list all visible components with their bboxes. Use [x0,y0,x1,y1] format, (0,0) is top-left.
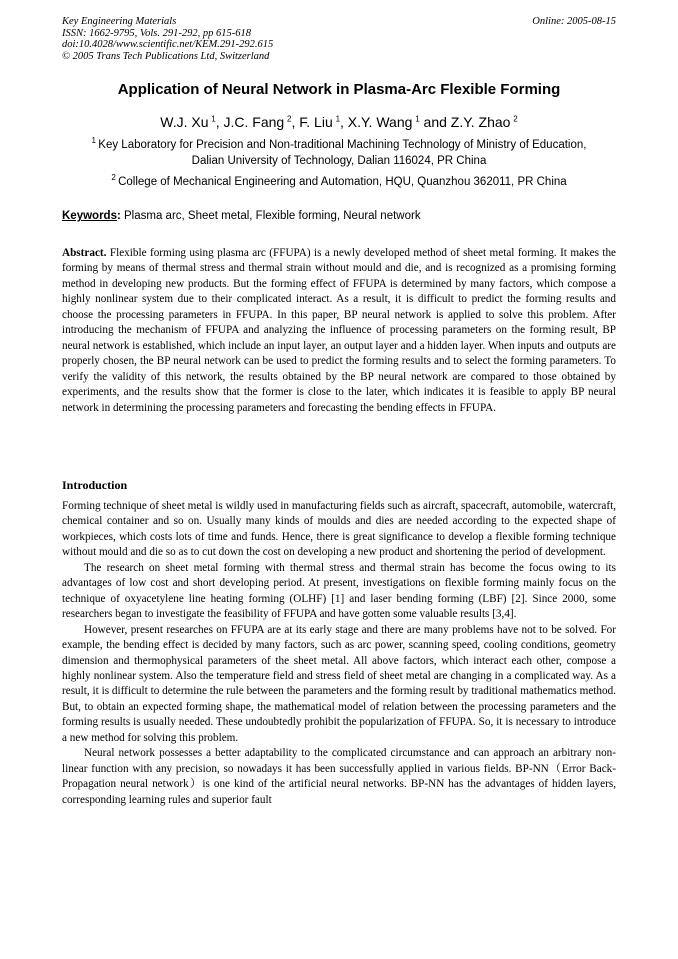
paragraph: However, present researches on FFUPA are at its early stage and there are many problems have not to be solved. For example, the bending effect is decided by many factors, such as arc power, scanning speed, cooling conditions, geometry dimension and thermophysical parameters of the sheet metal. All above factors, which interact each other, compose a highly nonlinear system. Also the temperature field and stress field of sheet metal are changing in a complicated way. As a result, it is difficult to determine the rule between the parameters and the forming result by traditional mathematics method. But, to obtain an expected forming shape, the mathematical model of relation between the processing parameters and the forming results is usually needed. These undoubtedly prohibit the popularization of FFUPA. So, it is necessary to introduce a new method for solving this problem. [62,623,616,744]
affiliation-1 [62,138,616,169]
abstract-label: Abstract. [62,247,107,259]
introduction-heading: Introduction [62,478,128,492]
author-name: F. Liu [299,114,333,130]
author-affiliation-mark: 2 [513,114,518,124]
author-affiliation-mark: 2 [287,114,292,124]
journal-doi: doi:10.4028/www.scientific.net/KEM.291-292.615 [62,39,274,50]
paragraph: Forming technique of sheet metal is wildly used in manufacturing fields such as aircraft, spacecraft, automobile, watercraft, chemical container and so on. Usually many kinds of moulds and dies are needed according to the expected shape of workpieces, which costs lots of time and funds. Hence, there is great significance to develop a flexible forming technique without mould and die so as to cut down the cost on developing a new product and shortening the period of development. [62,500,616,559]
affiliation-line: Dalian University of Technology, Dalian 116024, PR China [191,154,487,167]
paper-title: Application of Neural Network in Plasma-Arc Flexible Forming [117,81,561,98]
abstract-text: Flexible forming using plasma arc (FFUPA) is a newly developed method of sheet metal forming. It makes the forming by means of thermal stress and thermal strain without mould and die, and is recognized as a promising forming method in developing new products. But the forming effect of FFUPA is determined by many factors, which compose a highly nonlinear system due to their complicated interact. As a result, it is difficult to predict the forming results and choose the processing parameters in FFUPA. In this paper, BP neural network is applied to solve this problem. After introducing the mechanism of FFUPA and analyzing the influence of processing parameters on the forming result, BP neural network is established, which include an input layer, an output layer and a hidden layer. When inputs and outputs are properly chosen, the BP neural network can be used to predict the forming results and to select the forming parameters. To verify the validity of this network, the results obtained by the BP neural network are compared to those obtained by experiments, and the results show that the former is close to the later, which indicates it is feasible to apply BP neural network in determining the processing parameters and forecasting the bending effects in FFUPA. [62,247,617,414]
author-separator: , [291,114,300,130]
paragraph: Neural network possesses a better adaptability to the complicated circumstance and can approach an arbitrary non-linear function with any precision, so nowadays it has been successfully applied in various fields. BP-NN（Error Back-Propagation neural network）is one kind of the artificial neural networks. BP-NN has the advantages of hidden layers, corresponding learning rules and superior fault [62,747,616,806]
author-affiliation-mark: 1 [335,114,341,124]
journal-name: Key Engineering Materials [62,16,177,27]
journal-issn: ISSN: 1662-9795, Vols. 291-292, pp 615-618 [62,27,251,39]
journal-copyright: © 2005 Trans Tech Publications Ltd, Switzerland [62,50,270,62]
author-separator: and [419,114,451,130]
journal-header [62,16,616,62]
abstract [62,246,616,416]
author-separator: , [215,114,224,130]
affiliation-line: Key Laboratory for Precision and Non-traditional Machining Technology of Ministry of Education, [98,139,587,151]
affiliation-mark: 2 [111,173,116,183]
author-separator: , [340,114,348,130]
author-affiliation-mark: 1 [415,114,420,124]
keywords-label: Keywords [62,210,117,222]
keywords [62,210,616,222]
keywords-colon: : [116,210,121,222]
author-name: W.J. Xu [160,114,209,130]
affiliation-mark: 1 [91,136,96,146]
author-name: Z.Y. Zhao [450,114,511,130]
author-affiliation-mark: 1 [211,114,216,124]
author-name: J.C. Fang [223,114,285,130]
online-date: Online: 2005-08-15 [532,16,616,27]
introduction-body [62,499,616,808]
author-list [62,114,616,130]
affiliation-2 [62,175,616,191]
author-name: X.Y. Wang [347,114,413,130]
affiliation-line: College of Mechanical Engineering and Automation, HQU, Quanzhou 362011, PR China [118,176,567,188]
paragraph: The research on sheet metal forming with thermal stress and thermal strain has become the focus owing to its advantages of low cost and short developing period. At present, investigations on flexible forming mainly focus on the technique of oxyacetylene line heating forming (OLHF) [1] and laser bending forming (LBF) [2]. Since 2000, some researchers began to investigate the feasibility of FFUPA and have gotten some valuable results [3,4]. [62,561,616,621]
keywords-text: Plasma arc, Sheet metal, Flexible forming, Neural network [124,210,421,222]
